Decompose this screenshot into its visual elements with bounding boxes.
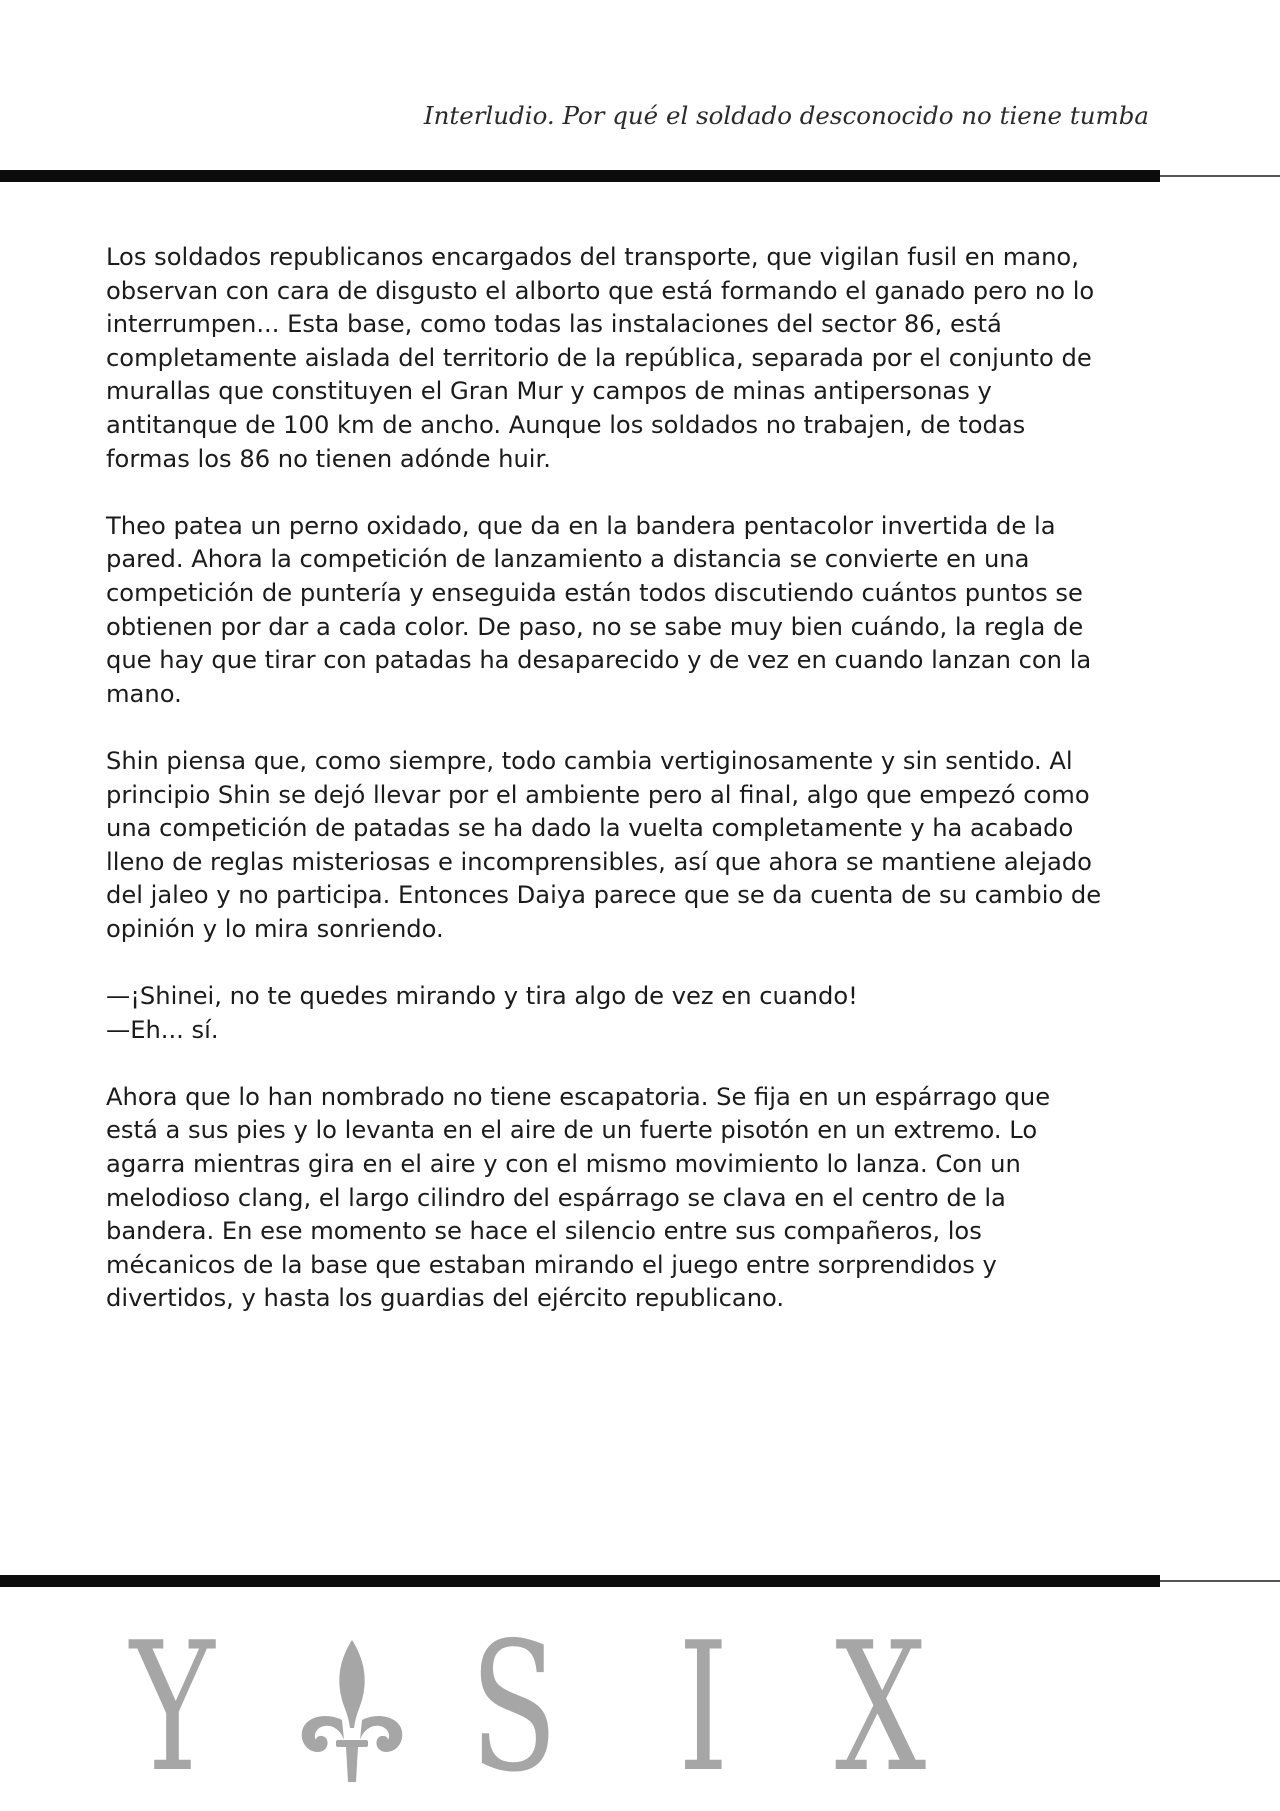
footer-rule [0, 1575, 1280, 1587]
logo-letter: X [835, 1604, 927, 1811]
dialogue-line: —Eh... sí. [106, 1015, 219, 1044]
logo-letter: I [678, 1604, 729, 1811]
fleur-de-lis-icon [292, 1636, 412, 1786]
logo-letter: S [470, 1604, 558, 1811]
logo-letter: Y [130, 1604, 215, 1811]
paragraph: Los soldados republicanos encargados del transporte, que vigilan fusil en mano, observan con cara de disgusto el alborto que está formando el ganado pero no lo interrumpen... Esta base, como todas las instalaciones del sector 86, está completamente aislada del territorio de la república, separada por el conjunto de murallas que constituyen el Gran Mur y campos de minas antipersonas y antitanque de 100 km de ancho. Aunque los soldados no trabajen, de todas formas los 86 no tienen adónde huir. [106, 243, 1095, 473]
paragraph: Shin piensa que, como siempre, todo cambia vertiginosamente y sin sentido. Al principio Shin se dejó llevar por el ambiente pero al final, algo que empezó como una competición de patadas se ha dado la vuelta completamente y ha acabado lleno de reglas misteriosas e incomprensibles, así que ahora se mantiene alejado del jaleo y no participa. Entonces Daiya parece que se da cuenta de su cambio de opinión y lo mira sonriendo. [106, 746, 1102, 943]
dialogue-line: —¡Shinei, no te quedes mirando y tira algo de vez en cuando! [106, 982, 858, 1011]
paragraph: Theo patea un perno oxidado, que da en la bandera pentacolor invertida de la pared. Ahora la competición de lanzamiento a distancia se convierte en una competición de puntería y enseguida están todos discutiendo cuántos puntos se obtienen por dar a cada color. De paso, no se sabe muy bien cuándo, la regla de que hay que tirar con patadas ha desaparecido y de vez en cuando lanzan con la mano. [106, 511, 1092, 708]
body-text [106, 241, 1166, 1350]
footer-logo [130, 1604, 1130, 1811]
paragraph: Ahora que lo han nombrado no tiene escapatoria. Se fija en un espárrago que está a sus pies y lo levanta en el aire de un fuerte pisotón en un extremo. Lo agarra mientras gira en el aire y con el mismo movimiento lo lanza. Con un melodioso clang, el largo cilindro del espárrago se clava en el centro de la bandera. En ese momento se hace el silencio entre sus compañeros, los mécanicos de la base que estaban mirando el juego entre sorprendidos y divertidos, y hasta los guardias del ejército republicano. [106, 1082, 1051, 1313]
running-title: Interludio. Por qué el soldado desconocido no tiene tumba [423, 101, 1149, 130]
header-rule [0, 170, 1280, 182]
